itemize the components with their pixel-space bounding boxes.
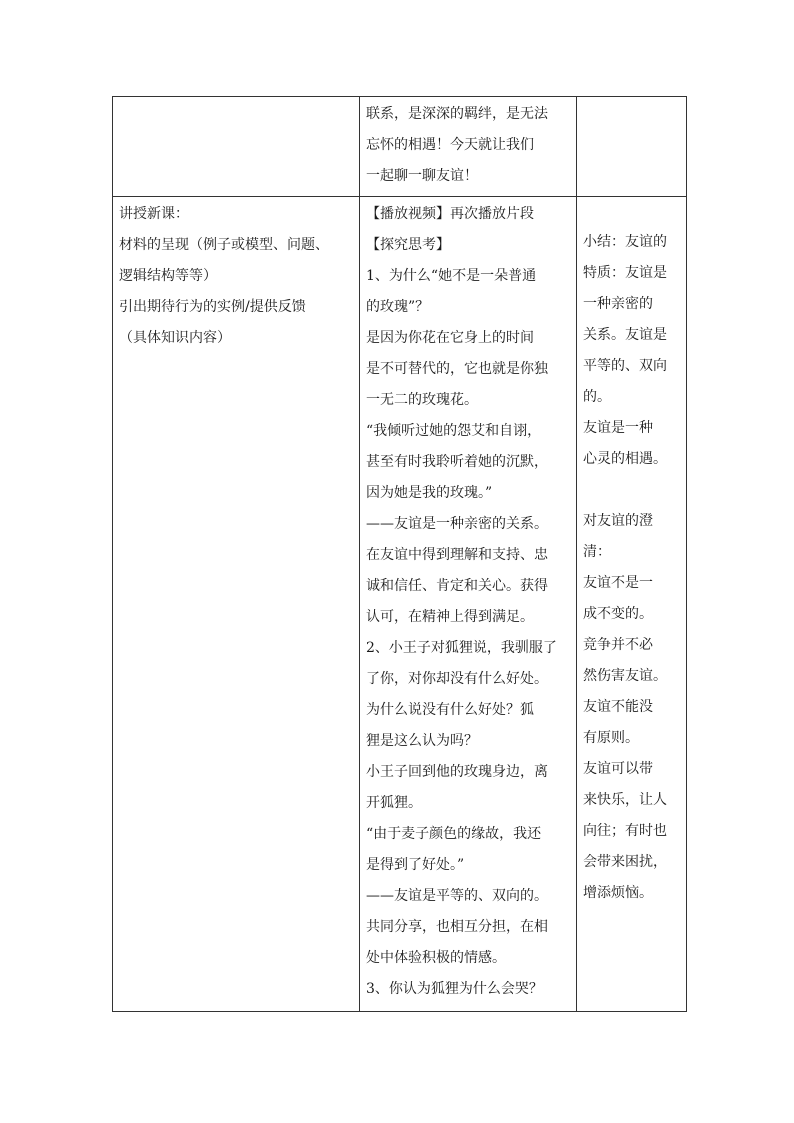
text-line: 1、为什么“她不是一朵普通: [366, 268, 537, 284]
text-line: [583, 475, 680, 506]
row1-col3-cell: [577, 97, 687, 197]
text-line: 忘怀的相遇！今天就让我们: [366, 137, 534, 153]
row1-col1-cell: [113, 97, 360, 197]
text-line: 讲授新课：: [119, 206, 189, 222]
text-line: 开狐狸。: [366, 795, 422, 811]
table-row: [113, 197, 687, 1012]
text-line: 友谊是一种: [583, 420, 653, 436]
text-line: 小结：友谊的: [583, 234, 667, 250]
text-line: 的。: [583, 389, 611, 405]
text-line: 一起聊一聊友谊！: [366, 168, 478, 184]
text-line: 的玫瑰”？: [366, 299, 430, 315]
text-line: 狸是这么认为吗？: [366, 733, 478, 749]
text-line: 友谊不能没: [583, 699, 653, 715]
text-line: “由于麦子颜色的缘故，我还: [366, 826, 542, 842]
text-line: （具体知识内容）: [119, 330, 231, 346]
text-line: 为什么说没有什么好处？狐: [366, 702, 534, 718]
text-line: 认可，在精神上得到满足。: [366, 609, 534, 625]
text-line: 【探究思考】: [366, 237, 450, 253]
text-line: 是因为你花在它身上的时间: [366, 330, 534, 346]
text-line: 引出期待行为的实例/提供反馈: [119, 299, 306, 315]
text-line: 平等的、双向: [583, 358, 667, 374]
text-line: 3、你认为狐狸为什么会哭？: [366, 981, 543, 997]
text-line: 特质：友谊是: [583, 265, 667, 281]
text-line: 清：: [583, 544, 611, 560]
text-line: 2、小王子对狐狸说，我驯服了: [366, 640, 557, 656]
text-line: 联系，是深深的羁绊，是无法: [366, 106, 548, 122]
row2-col2-cell: [360, 197, 577, 1012]
text-line: “我倾听过她的怨艾和自诩，: [366, 423, 542, 439]
text-line: 向往；有时也: [583, 823, 667, 839]
text-line: 是不可替代的，它也就是你独: [366, 361, 548, 377]
text-line: 在友谊中得到理解和支持、忠: [366, 547, 548, 563]
text-line: 逻辑结构等等）: [119, 268, 217, 284]
text-line: 有原则。: [583, 730, 639, 746]
text-line: 因为她是我的玫瑰。”: [366, 485, 493, 501]
text-line: 了你，对你却没有什么好处。: [366, 671, 548, 687]
row1-col2-cell: [360, 97, 577, 197]
text-line: 增添烦恼。: [583, 885, 653, 901]
text-line: 一无二的玫瑰花。: [366, 392, 478, 408]
text-line: 关系。友谊是: [583, 327, 667, 343]
table-row: [113, 97, 687, 197]
row2-col1-cell: [113, 197, 360, 1012]
text-line: 然伤害友谊。: [583, 668, 667, 684]
text-line: 处中体验积极的情感。: [366, 950, 506, 966]
text-line: ——友谊是平等的、双向的。: [366, 888, 548, 904]
text-line: 诚和信任、肯定和关心。获得: [366, 578, 548, 594]
text-line: 甚至有时我聆听着她的沉默，: [366, 454, 548, 470]
text-line: 是得到了好处。”: [366, 857, 465, 873]
text-line: 友谊可以带: [583, 761, 653, 777]
text-line: 友谊不是一: [583, 575, 653, 591]
text-line: 材料的呈现（例子或模型、问题、: [119, 237, 329, 253]
text-line: 心灵的相遇。: [583, 451, 667, 467]
lesson-plan-table: [112, 96, 687, 1012]
text-line: 成不变的。: [583, 606, 653, 622]
text-line: ——友谊是一种亲密的关系。: [366, 516, 548, 532]
text-line: 【播放视频】再次播放片段: [366, 206, 534, 222]
text-line: 会带来困扰，: [583, 854, 667, 870]
text-line: 小王子回到他的玫瑰身边，离: [366, 764, 548, 780]
text-line: 一种亲密的: [583, 296, 653, 312]
text-line: 竞争并不必: [583, 637, 653, 653]
text-line: 共同分享，也相互分担，在相: [366, 919, 548, 935]
text-line: 对友谊的澄: [583, 513, 653, 529]
text-line: 来快乐，让人: [583, 792, 667, 808]
row2-col3-cell: [577, 197, 687, 1012]
